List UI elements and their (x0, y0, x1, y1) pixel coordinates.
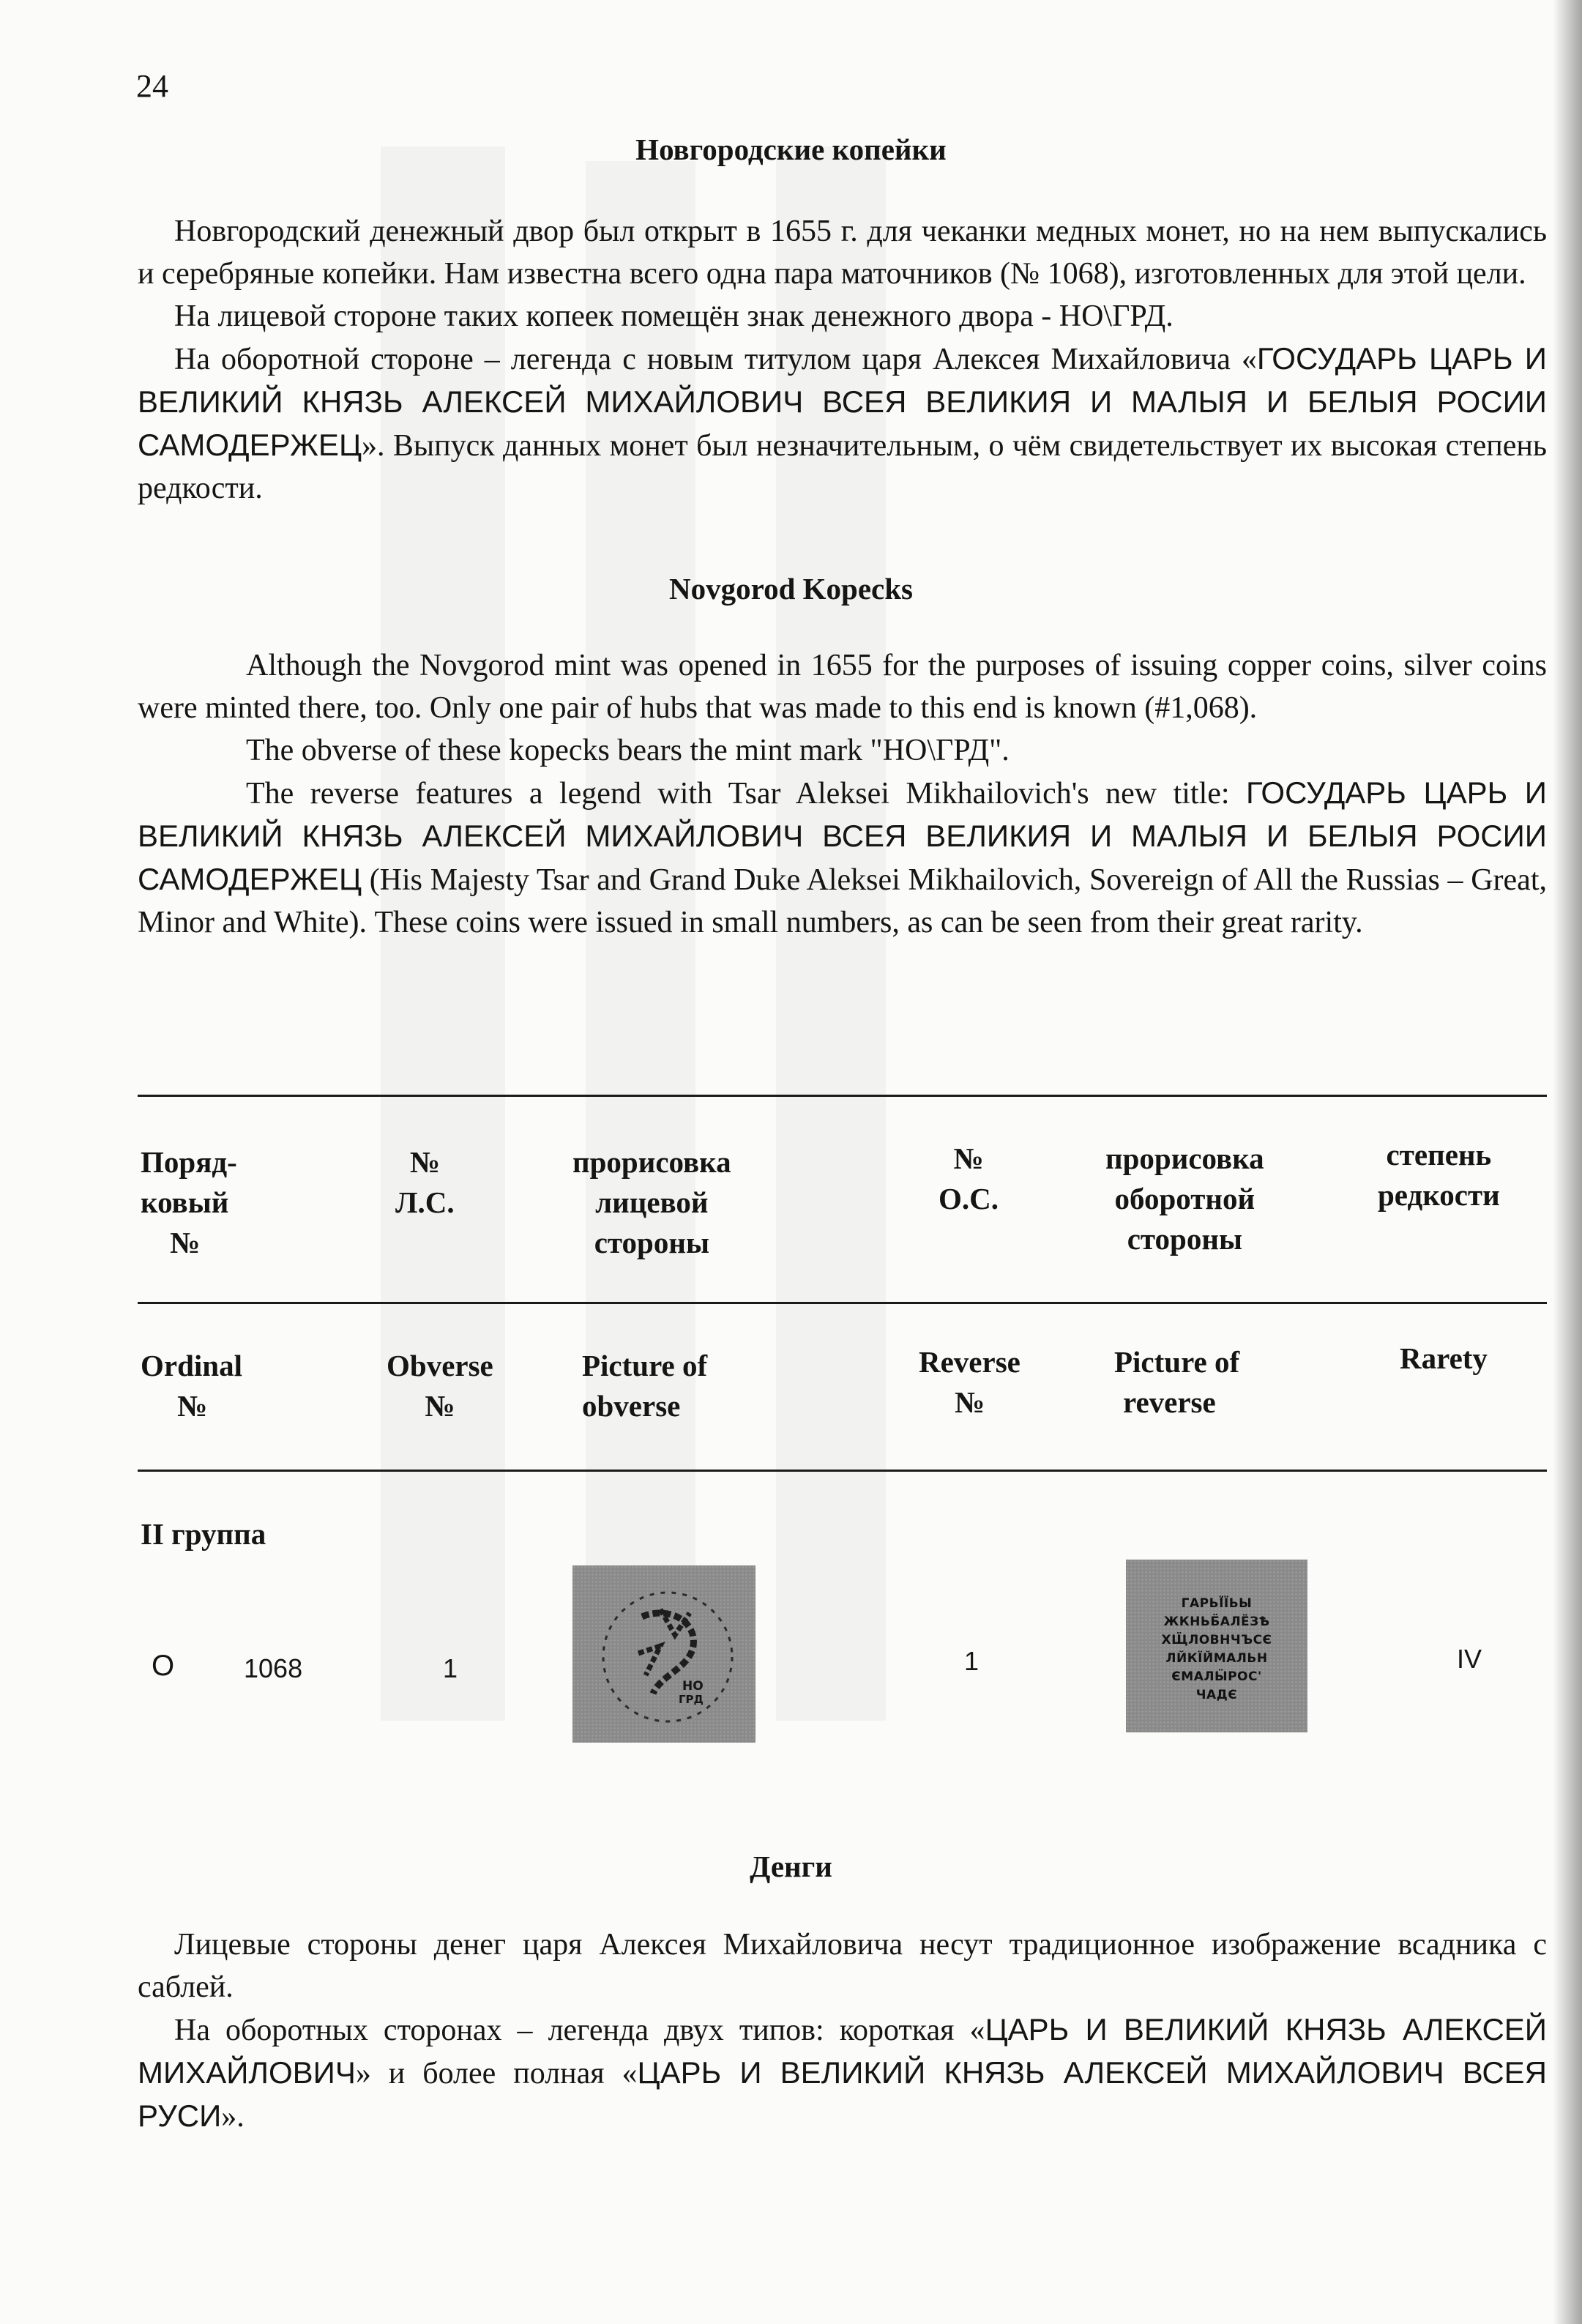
en-paragraph-1: Although the Novgorod mint was opened in 1655 for the purposes of issuing copper coins, silver coins were minted there, too. Only one pair of hubs that was made to this end is known (#1,068). (138, 649, 1547, 725)
header-en-ordinal: Ordinal № (141, 1349, 242, 1423)
obverse-image-text-1: НО (682, 1679, 704, 1694)
group-label: II группа (141, 1517, 266, 1551)
ru-paragraph-3 (138, 338, 1547, 510)
ru-section-body (138, 210, 1547, 510)
dengi-paragraph-1: Лицевые стороны денег царя Алексея Михайловича несут традиционное изображение всадника с саблей. (138, 1928, 1547, 2004)
en-paragraph-2: The obverse of these kopecks bears the mint mark "НО\ГРД". (246, 734, 1010, 767)
row-prefix: О (152, 1650, 175, 1682)
ru-p3-end: ». Выпуск данных монет был незначительным, о чём свидетельствует их высокая степень редкости. (138, 429, 1547, 505)
header-ru-reverse-number: № О.С. (939, 1141, 999, 1215)
header-en-rarity: Rarety (1400, 1341, 1488, 1375)
reverse-image (1126, 1560, 1307, 1732)
row-obverse-number: 1 (443, 1653, 458, 1683)
header-ru-obverse-picture: прорисовка лицевой стороны (572, 1145, 731, 1259)
dengi-p2-start: На оборотных сторонах – легенда двух типов: короткая « (174, 2014, 985, 2047)
row-ordinal: 1068 (244, 1653, 303, 1683)
dengi-p2-mid: » и более полная « (355, 2057, 638, 2090)
reverse-legend-text: ГАРЬЇ́ЇЬЫ ЖКНЬБ̈АЛЁЗѢ ХЩ̈ЛОВНЧЪСЄ ЛЙКЇЙ̈МАЛЬН ЄМАЛӸРОС' ЧАДЄ (1161, 1596, 1272, 1702)
header-ru-rarity: степень редкости (1378, 1138, 1500, 1212)
en-p3-start: The reverse features a legend with Tsar Aleksei Mikhailovich's new title: (246, 777, 1247, 811)
ru-p3-legend: ГОСУДАРЬ ЦАРЬ И ВЕЛИКИЙ КНЯЗЬ АЛЕКСЕЙ МИХАЙЛОВИЧ ВСЕЯ ВЕЛИКИЯ И МАЛЫЯ И БЕЛЫЯ РОСИИ САМОДЕРЖЕЦ (138, 341, 1547, 462)
header-ru-reverse-picture: прорисовка оборотной стороны (1105, 1141, 1264, 1256)
header-en-obverse-picture: Picture of obverse (582, 1349, 708, 1423)
ru-paragraph-1: Новгородский денежный двор был открыт в 1655 г. для чеканки медных монет, но на нем выпускались и серебряные копейки. Нам известна всего одна пара маточников (№ 1068), изготовленных для этой цели. (138, 215, 1547, 291)
page-number: 24 (136, 68, 168, 104)
dengi-p2-legend-short: ЦАРЬ И ВЕЛИКИЙ КНЯЗЬ АЛЕКСЕЙ МИХАЙЛОВИЧ (138, 2012, 1547, 2090)
en-paragraph-3 (138, 772, 1547, 944)
dengi-p2-legend-full: ЦАРЬ И ВЕЛИКИЙ КНЯЗЬ АЛЕКСЕЙ МИХАЙЛОВИЧ ВСЕЯ РУСИ (138, 2055, 1547, 2133)
obverse-image (572, 1565, 755, 1743)
obverse-mint-mark-stroke (638, 1646, 660, 1675)
en-section-title: Novgorod Kopecks (669, 572, 913, 606)
row-reverse-number: 1 (964, 1646, 980, 1676)
header-ru-ordinal: Поряд- ковый № (141, 1145, 237, 1259)
ru-section-title: Новгородские копейки (635, 133, 947, 166)
obverse-image-text-2: ГРД (679, 1693, 704, 1706)
dengi-section-body (138, 1923, 1547, 2138)
obverse-drawing (572, 1565, 755, 1743)
en-p3-end: (His Majesty Tsar and Grand Duke Aleksei Mikhailovich, Sovereign of All the Russias – Great, Minor and White). These coins were issued in small numbers, as can be seen from their great rarity. (138, 863, 1547, 939)
ru-p3-start: На оборотной стороне – легенда с новым титулом царя Алексея Михайловича « (174, 343, 1257, 376)
ru-paragraph-2: На лицевой стороне таких копеек помещён знак денежного двора - НО\ГРД. (174, 299, 1174, 333)
en-section-body (138, 644, 1547, 944)
dengi-p2-end: ». (221, 2100, 245, 2134)
en-p3-legend: ГОСУДАРЬ ЦАРЬ И ВЕЛИКИЙ КНЯЗЬ АЛЕКСЕЙ МИХАЙЛОВИЧ ВСЕЯ ВЕЛИКИЯ И МАЛЫЯ И БЕЛЫЯ РОСИИ САМОДЕРЖЕЦ (138, 775, 1547, 896)
header-en-reverse-picture: Picture of reverse (1114, 1345, 1240, 1419)
dengi-section-title: Денги (750, 1850, 832, 1883)
row-rarity: IV (1457, 1644, 1482, 1674)
header-en-obverse-number: Obverse № (387, 1349, 493, 1423)
table-top-rule (138, 1095, 1547, 1097)
page-edge-shadow (1553, 0, 1582, 2324)
table-bottom-rule (138, 1470, 1547, 1472)
header-en-reverse-number: Reverse № (919, 1345, 1021, 1419)
header-ru-obverse-number: № Л.С. (395, 1145, 455, 1219)
obverse-mint-mark-crown (660, 1609, 690, 1635)
dengi-paragraph-2 (138, 2008, 1547, 2138)
table-middle-rule (138, 1302, 1547, 1304)
